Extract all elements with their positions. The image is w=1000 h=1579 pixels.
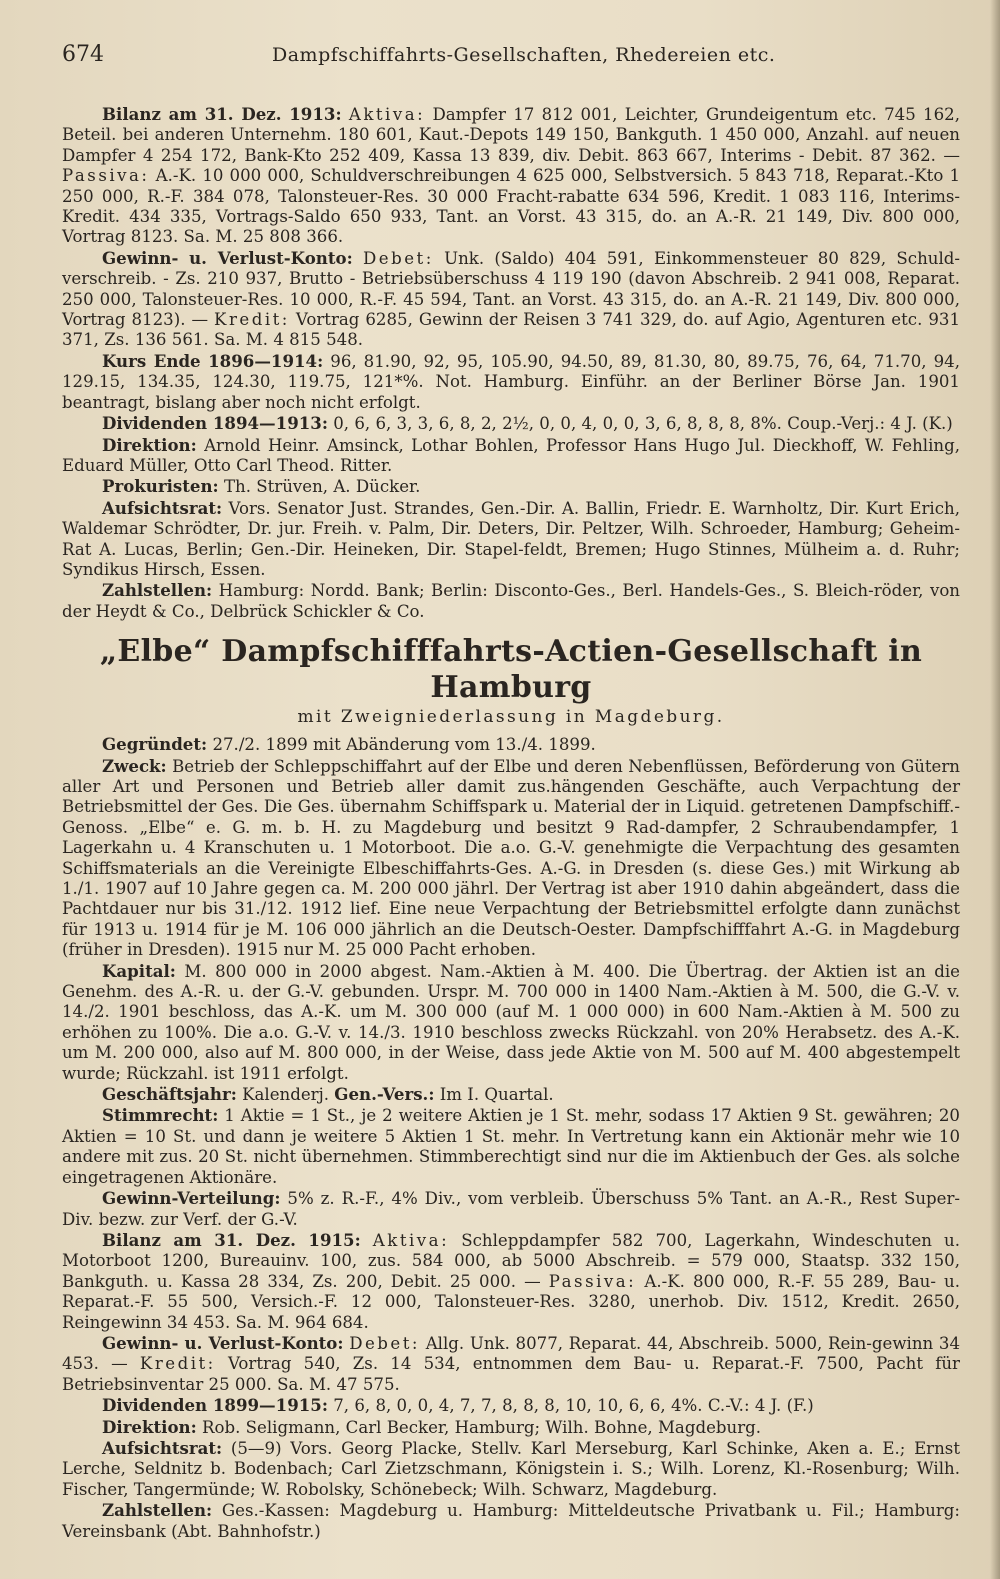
company-title: „Elbe“ Dampfschifffahrts-Actien-Gesellschaft in Hamburg xyxy=(99,634,923,706)
capital xyxy=(62,961,960,1084)
aufsichtsrat-text: Vors. Senator Just. Strandes, Gen.-Dir. A. Ballin, Friedr. E. Warnholtz, Dir. Kurt Erich, Waldemar Schrödter, Dr. jur. Freih. v. Palm, Dir. Deters, Dir. Peltzer, Wilh. Schroeder, Hamburg; Geheim-Rat A. Lucas, Berlin; Gen.-Dir. Heineken, Dir. Stapel-feldt, Bremen; Hugo Stinnes, Mülheim a. d. Ruhr; Syndikus Hirsch, Essen. xyxy=(62,498,960,579)
gewinn-verteilung-label: Gewinn-Verteilung: xyxy=(102,1188,281,1209)
profit-loss-label: Gewinn- u. Verlust-Konto: xyxy=(102,247,353,268)
paying-agents xyxy=(62,1500,960,1542)
profit-loss-account xyxy=(62,1333,960,1395)
profit-loss-account xyxy=(62,248,960,351)
balance-label: Bilanz am 31. Dez. 1913: xyxy=(102,104,342,124)
paying-agents xyxy=(62,580,960,622)
dividends-text: 0, 6, 6, 3, 3, 6, 8, 2, 2½, 0, 0, 4, 0, 0, 3, 6, 8, 8, 8, 8%. Coup.-Verj.: 4 J. (K.) xyxy=(333,414,953,434)
page-number: 674 xyxy=(62,42,104,67)
zahlstellen-text: Hamburg: Nordd. Bank; Berlin: Disconto-Ges., Berl. Handels-Ges., S. Bleich-röder, von der Heydt & Co., Delbrück Schickler & Co. xyxy=(62,581,960,621)
gen-vers-text: Im I. Quartal. xyxy=(439,1085,554,1105)
gegruendet-text: 27./2. 1899 mit Abänderung vom 13./4. 1899. xyxy=(212,735,596,755)
direktion-label: Direktion: xyxy=(102,1416,197,1437)
gen-vers-label: Gen.-Vers.: xyxy=(334,1084,435,1105)
zweck-label: Zweck: xyxy=(102,755,167,776)
kredit-text: Vortrag 540, Zs. 14 534, entnommen dem Bau- u. Reparat.-F. 7500, Pacht für Betriebsinventar 25 000. Sa. M. 47 575. xyxy=(62,1354,960,1394)
kredit-label: Kredit: xyxy=(214,310,290,330)
aktiva-label: Aktiva: xyxy=(372,1230,450,1250)
debet-text: Allg. Unk. 8077, Reparat. 44, Abschreib. 5000, Rein-gewinn 34 453. — xyxy=(62,1333,961,1374)
dividends-history xyxy=(62,1395,960,1416)
passiva-label: Passiva: xyxy=(548,1271,637,1291)
dividends-text: 7, 6, 8, 0, 0, 4, 7, 7, 8, 8, 8, 10, 10, 6, 6, 4%. C.-V.: 4 J. (F.) xyxy=(333,1396,814,1416)
aktiva-text: Dampfer 17 812 001, Leichter, Grundeigentum etc. 745 162, Beteil. bei anderen Unternehm. 180 601, Kaut.-Depots 149 150, Bankguth. 1 450 000, Anzahl. auf neuen Dampfer 4 254 172, Bank-Kto 252 409, Kassa 13 839, div. Debit. 863 667, Interims - Debit. 87 362. — xyxy=(62,105,960,165)
aktiva-label: Aktiva: xyxy=(348,105,426,124)
zahlstellen-label: Zahlstellen: xyxy=(102,1500,213,1521)
entry-elbe xyxy=(62,634,960,1542)
prokuristen-text: Th. Strüven, A. Dücker. xyxy=(223,477,421,497)
zweck-text: Betrieb der Schleppschiffahrt auf der Elbe und deren Nebenflüssen, Beförderung von Gütern aller Art und Personen und Betrieb aller damit zus.hängenden Geschäfte, auch Verpachtung der Betriebsmittel der Ges. Die Ges. übernahm Schiffspark u. Material der in Liquid. getretenen Dampfschiff.-Genoss. „Elbe“ e. G. m. b. H. zu Magdeburg und besitzt 9 Rad-dampfer, 2 Schraubendampfer, 1 Lagerkahn u. 4 Kranschuten u. 1 Motorboot. Die a.o. G.-V. genehmigte die Verpachtung des gesamten Schiffsmaterials an die Vereinigte Elbeschiffahrts-Ges. A.-G. in Dresden (s. diese Ges.) mit Wirkung ab 1./1. 1907 auf 10 Jahre gegen ca. M. 200 000 jährl. Der Vertrag ist aber 1910 dahin abgeändert, dass die Pachtdauer nur bis 31./12. 1912 lief. Eine neue Verpachtung der Betriebsmittel erfolgte dann zunächst für 1913 u. 1914 für je M. 106 000 jährlich an die Deutsch-Oester. Dampfschifffahrt A.-G. in Magdeburg (früher in Dresden). 1915 nur M. 25 000 Pacht erhoben. xyxy=(62,756,960,960)
profit-loss-label: Gewinn- u. Verlust-Konto: xyxy=(102,1332,344,1353)
kapital-label: Kapital: xyxy=(102,960,176,981)
management-board xyxy=(62,435,960,477)
authorized-signatories xyxy=(62,476,960,497)
balance-sheet-1915 xyxy=(62,1230,960,1333)
zahlstellen-label: Zahlstellen: xyxy=(102,580,213,601)
gewinn-verteilung-text: 5% z. R.-F., 4% Div., vom verbleib. Überschuss 5% Tant. an A.-R., Rest Super-Div. bezw. zur Verf. der G.-V. xyxy=(62,1189,960,1229)
supervisory-board xyxy=(62,498,960,581)
fiscal-year-and-meeting xyxy=(62,1084,960,1105)
page-edge-shadow xyxy=(990,0,1000,1579)
gegruendet-label: Gegründet: xyxy=(102,734,208,755)
balance-label: Bilanz am 31. Dez. 1915: xyxy=(102,1229,361,1250)
kurs-text: 96, 81.90, 92, 95, 105.90, 94.50, 89, 81.30, 80, 89.75, 76, 64, 71.70, 94, 129.15, 134.35, 124.30, 119.75, 121*%. Not. Hamburg. Einführ. an der Berliner Börse Jan. 1901 beantragt, bislang aber noch nicht erfolgt. xyxy=(62,351,960,412)
passiva-text: A.-K. 10 000 000, Schuldverschreibungen 4 625 000, Selbstversich. 5 843 718, Reparat.-Kto 1 250 000, R.-F. 384 078, Talonsteuer-Res. 30 000 Fracht-rabatte 634 596, Kredit. 1 083 116, Interims-Kredit. 434 335, Vortrags-Saldo 650 933, Tant. an Vorst. 43 315, do. an A.-R. 21 149, Div. 800 000, Vortrag 8123. Sa. M. 25 808 366. xyxy=(62,166,961,247)
kapital-text: M. 800 000 in 2000 abgest. Nam.-Aktien à M. 400. Die Übertrag. der Aktien ist an die Genehm. des A.-R. u. der G.-V. gebunden. Urspr. M. 700 000 in 1400 Nam.-Aktien à M. 500, die G.-V. v. 14./2. 1901 beschloss, das A.-K. um M. 300 000 (auf M. 1 000 000) in 600 Nam.-Aktien à M. 500 zu erhöhen zu 100%. Die a.o. G.-V. v. 14./3. 1910 beschloss zwecks Rückzahl. von 20% Herabsetz. des A.-K. um M. 200 000, also auf M. 800 000, in der Weise, dass jede Aktie von M. 500 auf M. 400 abgestempelt wurde; Rückzahl. ist 1911 erfolgt. xyxy=(62,961,961,1083)
passiva-label: Passiva: xyxy=(62,166,150,186)
purpose xyxy=(62,756,960,961)
aufsichtsrat-label: Aufsichtsrat: xyxy=(102,1437,223,1458)
founded xyxy=(62,734,960,755)
kredit-label: Kredit: xyxy=(139,1354,216,1374)
kurs-label: Kurs Ende 1896—1914: xyxy=(102,350,324,371)
direktion-text: Rob. Seligmann, Carl Becker, Hamburg; Wilh. Bohne, Magdeburg. xyxy=(202,1417,762,1437)
dividends-label: Dividenden 1894—1913: xyxy=(102,413,328,434)
balance-sheet-1913 xyxy=(62,104,960,248)
voting-rights xyxy=(62,1105,960,1188)
company-subtitle: mit Zweigniederlassung in Magdeburg. xyxy=(297,707,725,728)
geschaeftsjahr-label: Geschäftsjahr: xyxy=(102,1084,237,1105)
debet-label: Debet: xyxy=(362,248,434,268)
page-header xyxy=(62,42,960,82)
profit-distribution xyxy=(62,1188,960,1230)
share-price-history xyxy=(62,351,960,413)
supervisory-board xyxy=(62,1438,960,1500)
running-title: Dampfschiffahrts-Gesellschaften, Rhedereien etc. xyxy=(272,44,776,66)
aufsichtsrat-text: (5—9) Vors. Georg Placke, Stellv. Karl Merseburg, Karl Schinke, Aken a. E.; Ernst Lerche, Seldnitz b. Bodenbach; Carl Zietzschmann, Königstein i. S.; Wilh. Lorenz, Kl.-Rosenburg; Wilh. Fischer, Tangermünde; W. Robolsky, Schönebeck; Wilh. Schwarz, Magdeburg. xyxy=(62,1438,960,1499)
debet-label: Debet: xyxy=(349,1333,421,1353)
stimmrecht-text: 1 Aktie = 1 St., je 2 weitere Aktien je 1 St. mehr, sodass 17 Aktien 9 St. gewähren; 20 Aktien = 10 St. und dann je weitere 5 Aktien 1 St. mehr. In Vertretung kann ein Aktionär mehr wie 10 andere mit zus. 20 St. nicht übernehmen. Stimmberechtigt sind nur die im Aktienbuch der Ges. als solche eingetragenen Aktionäre. xyxy=(62,1106,960,1187)
direktion-text: Arnold Heinr. Amsinck, Lothar Bohlen, Professor Hans Hugo Jul. Dieckhoff, W. Fehling, Eduard Müller, Otto Carl Theod. Ritter. xyxy=(62,435,960,475)
kredit-text: Vortrag 6285, Gewinn der Reisen 3 741 329, do. auf Agio, Agenturen etc. 931 371, Zs. 136 561. Sa. M. 4 815 548. xyxy=(62,310,960,350)
direktion-label: Direktion: xyxy=(102,434,197,455)
management-board xyxy=(62,1417,960,1438)
zahlstellen-text: Ges.-Kassen: Magdeburg u. Hamburg: Mitteldeutsche Privatbank u. Fil.; Hamburg: Vereinsbank (Abt. Bahnhofstr.) xyxy=(62,1501,960,1541)
passiva-text: A.-K. 800 000, R.-F. 55 289, Bau- u. Reparat.-F. 55 500, Versich.-F. 12 000, Talonsteuer-Res. 3280, unerhob. Div. 1512, Kredit. 2650, Reingewinn 34 453. Sa. M. 964 684. xyxy=(62,1271,960,1332)
aufsichtsrat-label: Aufsichtsrat: xyxy=(102,497,223,518)
aktiva-text: Schleppdampfer 582 700, Lagerkahn, Windeschuten u. Motorboot 1200, Bureauinv. 100, zus. 584 000, ab 5000 Abschreib. = 579 000, Staatsp. 332 150, Bankguth. u. Kassa 28 334, Zs. 200, Debit. 25 000. — xyxy=(62,1230,961,1291)
prokuristen-label: Prokuristen: xyxy=(102,476,219,497)
entry-continued xyxy=(62,104,960,622)
debet-text: Unk. (Saldo) 404 591, Einkommensteuer 80 829, Schuld-verschreib. - Zs. 210 937, Brutto - Betriebsüberschuss 4 119 190 (davon Abschreib. 2 941 008, Reparat. 250 000, Talonsteuer-Res. 10 000, R.-F. 45 594, Tant. an Vorst. 43 315, do. an A.-R. 21 149, Div. 800 000, Vortrag 8123). — xyxy=(62,248,960,330)
dividends-history xyxy=(62,413,960,434)
geschaeftsjahr-text: Kalenderj. xyxy=(242,1085,330,1105)
stimmrecht-label: Stimmrecht: xyxy=(102,1105,219,1126)
dividends-label: Dividenden 1899—1915: xyxy=(102,1395,328,1416)
